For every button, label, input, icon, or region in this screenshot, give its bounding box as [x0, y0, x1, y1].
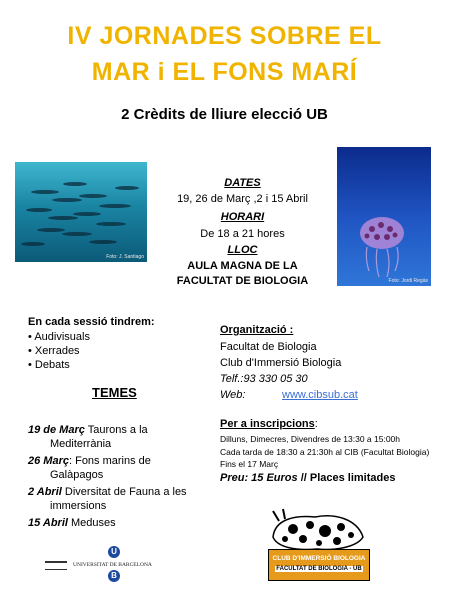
- theme-item-4: [28, 516, 218, 530]
- inscripcions-heading: Per a inscripcions: [220, 418, 315, 430]
- theme-item-2: [28, 454, 218, 482]
- organitzacio-heading: Organització :: [220, 324, 294, 336]
- lloc-line-1: AULA MAGNA DE LA: [187, 260, 298, 272]
- horari-heading: [150, 211, 335, 223]
- ub-name: UNIVERSITAT DE BARCELONA: [73, 562, 152, 568]
- theme-text: Diversitat de Fauna a les: [61, 486, 187, 498]
- organitzacio-line-1: Facultat de Biologia: [220, 341, 317, 353]
- theme-text-2: Mediterrània: [50, 438, 112, 450]
- title-line-2: MAR i EL FONS MARÍ: [91, 58, 358, 86]
- organitzacio-web-label: Web:: [220, 389, 246, 401]
- horari-value: De 18 a 21 hores: [200, 228, 285, 240]
- theme-text-2: Galàpagos: [50, 469, 104, 481]
- barracuda-photo: [15, 162, 147, 262]
- list-item: • Debats: [28, 358, 90, 372]
- inscripcions-heading-row: [220, 418, 318, 430]
- jellyfish-illustration: [337, 147, 431, 286]
- dates-value: 19, 26 de Març ,2 i 15 Abril: [177, 193, 308, 205]
- theme-text: Meduses: [67, 517, 116, 529]
- inscripcions-line-3: Fins el 17 Març: [220, 459, 279, 469]
- theme-date: 2 Abril: [28, 486, 62, 498]
- theme-text-2: immersions: [50, 500, 107, 512]
- lloc-line-2: FACULTAT DE BIOLOGIA: [176, 275, 309, 287]
- jellyfish-photo: [337, 147, 431, 286]
- inscripcions-line-2: Cada tarda de 18:30 a 21:30h al CIB (Facultat Biologia): [220, 447, 430, 457]
- ub-shield-b: B: [108, 570, 120, 582]
- price-rest: // Places limitades: [297, 472, 396, 484]
- organitzacio-line-2: Club d'Immersió Biologia: [220, 357, 342, 369]
- dates-heading: [150, 177, 335, 189]
- theme-date: 19 de Març: [28, 424, 85, 436]
- theme-date: 26 Març: [28, 455, 69, 467]
- ub-logo: [45, 546, 160, 584]
- theme-item-1: [28, 423, 218, 451]
- price-label: Preu: 15 Euros: [220, 472, 298, 484]
- club-faculty: FACULTAT DE BIOLOGIA - UB: [276, 566, 362, 572]
- club-logo: [265, 507, 371, 581]
- jelly-photo-credit: Foto: Jordi Regàs: [388, 278, 428, 284]
- theme-item-3: [28, 485, 218, 513]
- sessions-list: [28, 330, 90, 372]
- organitzacio-tel: Telf.:93 330 05 30: [220, 373, 308, 385]
- subtitle: 2 Crèdits de lliure elecció UB: [121, 106, 328, 123]
- club-logo-banner: [268, 549, 370, 581]
- lloc-heading-text: LLOC: [227, 244, 258, 256]
- web-link[interactable]: www.cibsub.cat: [282, 389, 358, 401]
- sessions-heading: En cada sessió tindrem:: [28, 316, 155, 328]
- inscripcions-colon: :: [314, 418, 318, 430]
- ub-shield-u: U: [108, 546, 120, 558]
- theme-text: : Fons marins de: [68, 455, 151, 467]
- club-name: CLUB D'IMMERSIÓ BIOLOGIA: [272, 555, 366, 562]
- theme-text: Taurons a la: [84, 424, 148, 436]
- inscripcions-line-1: Dilluns, Dimecres, Divendres de 13:30 a 15:00h: [220, 434, 401, 444]
- price-row: [220, 472, 395, 484]
- title-line-1: IV JORNADES SOBRE EL: [67, 22, 382, 50]
- list-item: • Xerrades: [28, 344, 90, 358]
- ub-building-icon: [45, 561, 67, 570]
- list-item: • Audivisuals: [28, 330, 90, 344]
- lloc-heading: [150, 244, 335, 256]
- fish-school-illustration: [15, 162, 147, 262]
- temes-heading: TEMES: [92, 385, 137, 400]
- theme-date: 15 Abril: [28, 517, 68, 529]
- horari-heading-text: HORARI: [220, 211, 265, 223]
- fish-photo-credit: Foto: J. Santiago: [106, 254, 144, 260]
- dates-heading-text: DATES: [224, 177, 261, 189]
